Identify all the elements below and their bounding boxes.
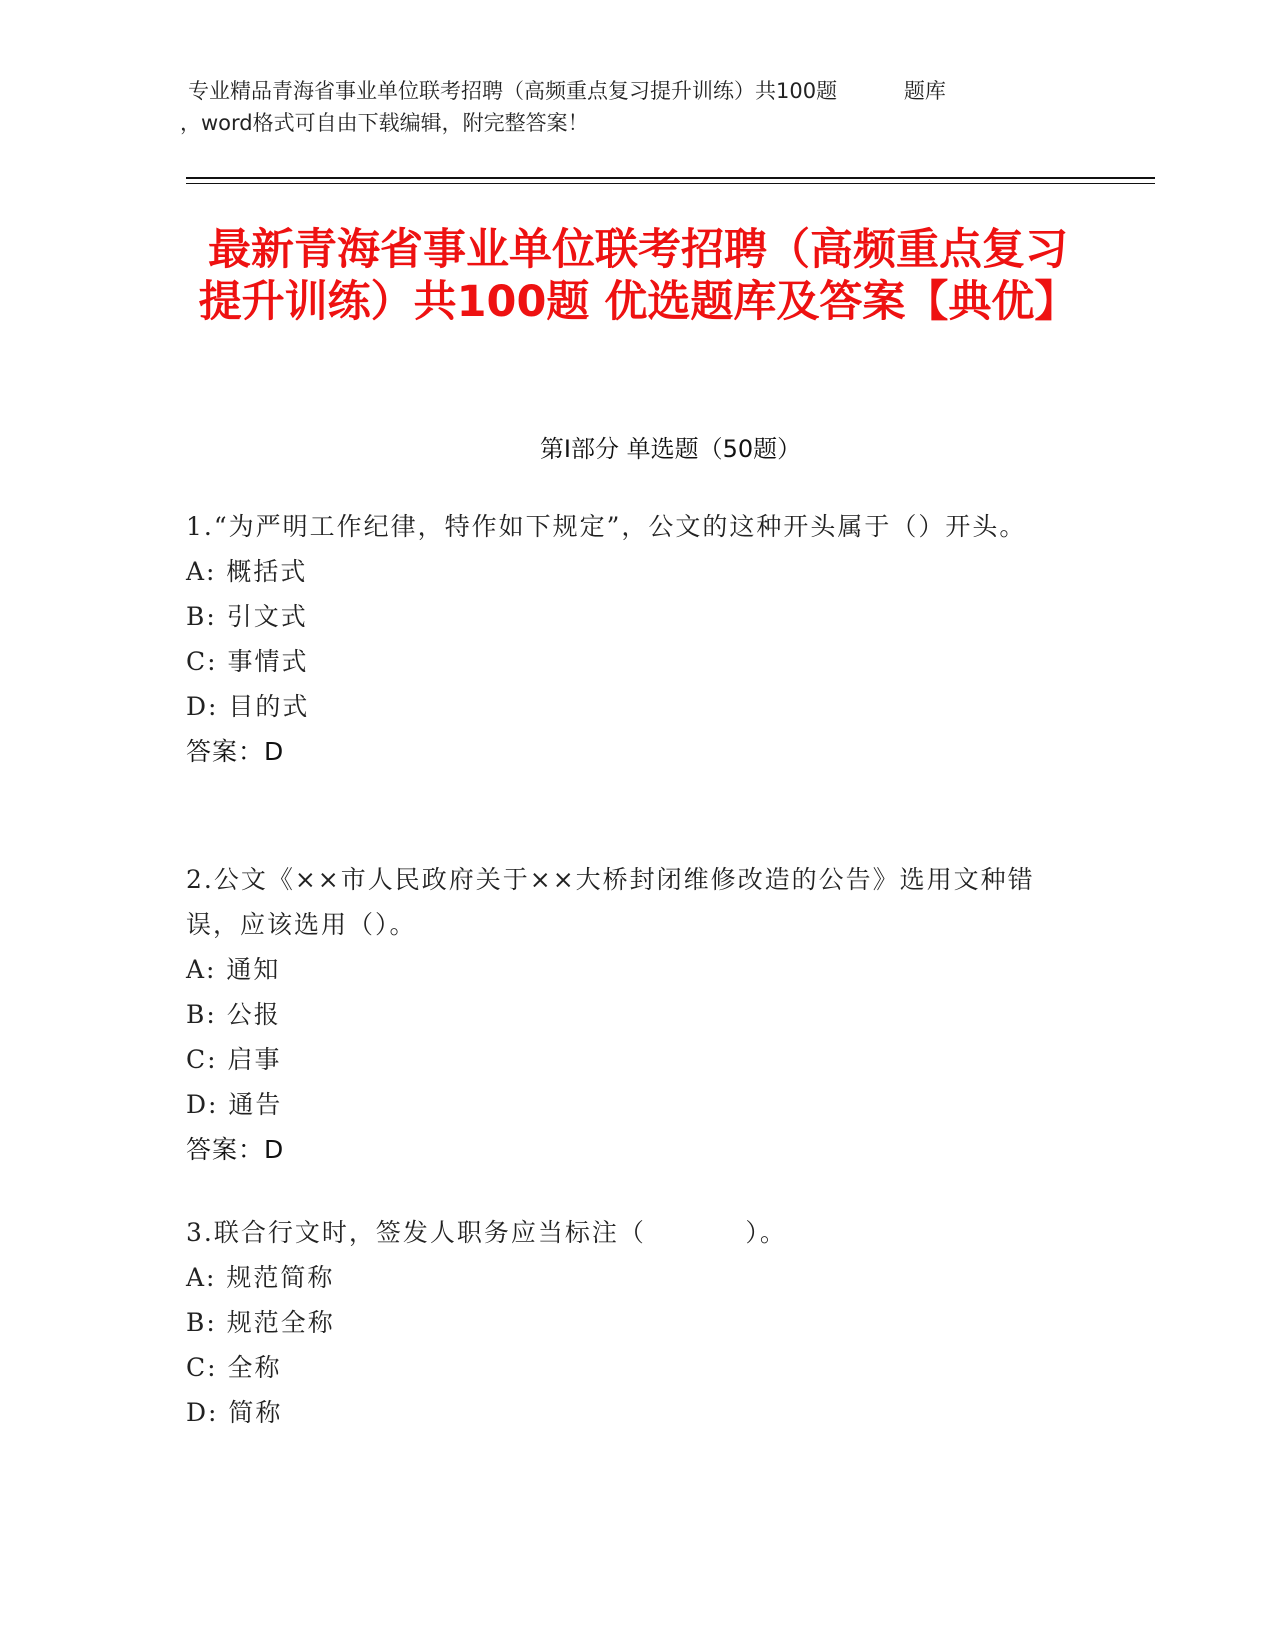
section-heading: 第I部分 单选题（50题） [539,435,802,463]
header-text-line2: ，word格式可自由下载编辑，附完整答案！ [180,111,589,135]
question-2 [186,857,1066,1172]
header-divider-thin [186,183,1155,184]
answer: 答案：D [186,1135,285,1164]
option-a: A: 概括式 [186,557,308,586]
option-d: D: 通告 [186,1090,283,1119]
question-3 [186,1210,1066,1435]
option-a: A: 规范简称 [186,1263,335,1292]
document-title: 最新青海省事业单位联考招聘（高频重点复习提升训练）共100题 优选题库及答案【典优】 [198,225,1078,327]
option-a: A: 通知 [186,955,281,984]
question-stem: 2.公文《××市人民政府关于××大桥封闭维修改造的公告》选用文种错误，应该选用（）。 [186,865,1035,939]
question-1 [186,504,1066,774]
option-b: B: 公报 [186,1000,281,1029]
answer: 答案：D [186,737,285,766]
option-c: C: 事情式 [186,647,309,676]
option-d: D: 目的式 [186,692,310,721]
option-d: D: 简称 [186,1398,283,1427]
option-c: C: 全称 [186,1353,282,1382]
header-text-line1: 专业精品青海省事业单位联考招聘（高频重点复习提升训练）共100题 题库 [188,79,946,103]
question-stem: 1.“为严明工作纪律，特作如下规定”，公文的这种开头属于（）开头。 [186,512,1027,541]
option-c: C: 启事 [186,1045,282,1074]
question-stem: 3.联合行文时，签发人职务应当标注（ ）。 [186,1218,787,1247]
option-b: B: 规范全称 [186,1308,335,1337]
header-divider-thick [186,177,1155,179]
option-b: B: 引文式 [186,602,308,631]
